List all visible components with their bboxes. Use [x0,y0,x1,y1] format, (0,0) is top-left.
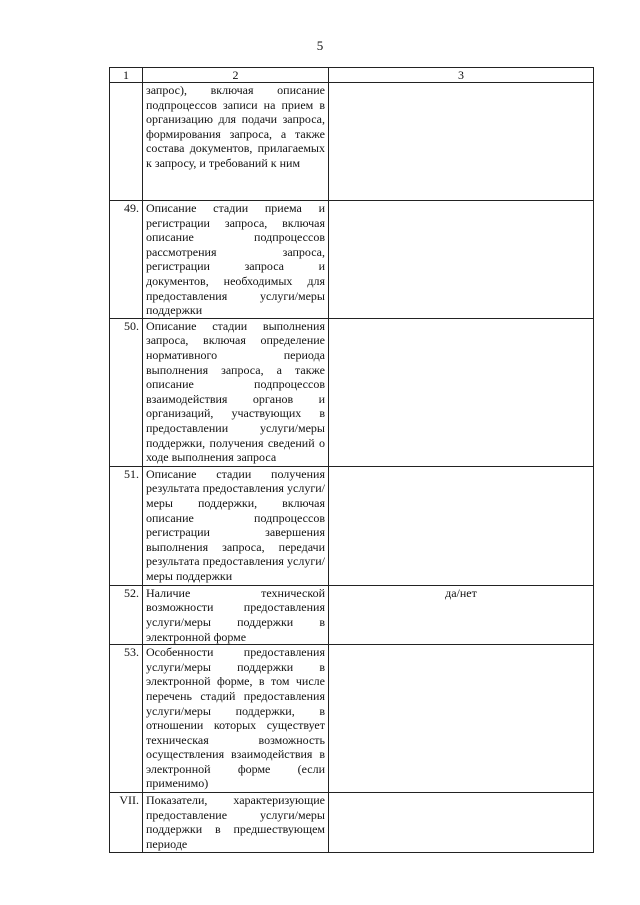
table-row [110,645,594,793]
row-description: Описание стадии получения результата предоставления услуги/меры поддержки, включая описание подпроцессов регистрации завершения выполнения запроса, передачи результата предоставления услуги/меры поддержки [143,466,329,585]
row-description: Особенности предоставления услуги/меры поддержки в электронной форме, в том числе перечень стадий предоставления услуги/меры поддержки, в отношении которых существует техническая возможность осуществления взаимодействия в электронной форме (если применимо) [143,645,329,793]
row-number: VII. [110,793,143,852]
column-header-3: 3 [329,68,594,83]
row-description: Показатели, характеризующие предоставление услуги/меры поддержки в предшествующем периоде [143,793,329,852]
document-table [109,67,594,853]
table-row [110,318,594,466]
table-row [110,83,594,201]
table-row [110,793,594,852]
row-value [329,645,594,793]
row-number [110,83,143,201]
row-description: запрос), включая описание подпроцессов записи на прием в организацию для подачи запроса, формирования запроса, а также состава документов, прилагаемых к запросу, и требований к ним [143,83,329,201]
row-value [329,83,594,201]
column-header-2: 2 [143,68,329,83]
row-description: Наличие технической возможности предоставления услуги/меры поддержки в электронной форме [143,585,329,644]
row-number: 53. [110,645,143,793]
table-row [110,201,594,319]
row-number: 50. [110,318,143,466]
row-value [329,466,594,585]
row-value [329,318,594,466]
row-description: Описание стадии приема и регистрации запроса, включая описание подпроцессов рассмотрения запроса, регистрации запроса и документов, необходимых для предоставления услуги/меры поддержки [143,201,329,319]
row-number: 49. [110,201,143,319]
column-header-1: 1 [110,68,143,83]
table-row [110,585,594,644]
row-value: да/нет [329,585,594,644]
table-row [110,466,594,585]
row-value [329,201,594,319]
row-value [329,793,594,852]
row-description: Описание стадии выполнения запроса, включая определение нормативного периода выполнения запроса, а также описание подпроцессов взаимодействия органов и организаций, участвующих в предоставлении услуги/меры поддержки, получения сведений о ходе выполнения запроса [143,318,329,466]
row-number: 51. [110,466,143,585]
table-header-row [110,68,594,83]
page-number: 5 [316,38,324,53]
row-number: 52. [110,585,143,644]
